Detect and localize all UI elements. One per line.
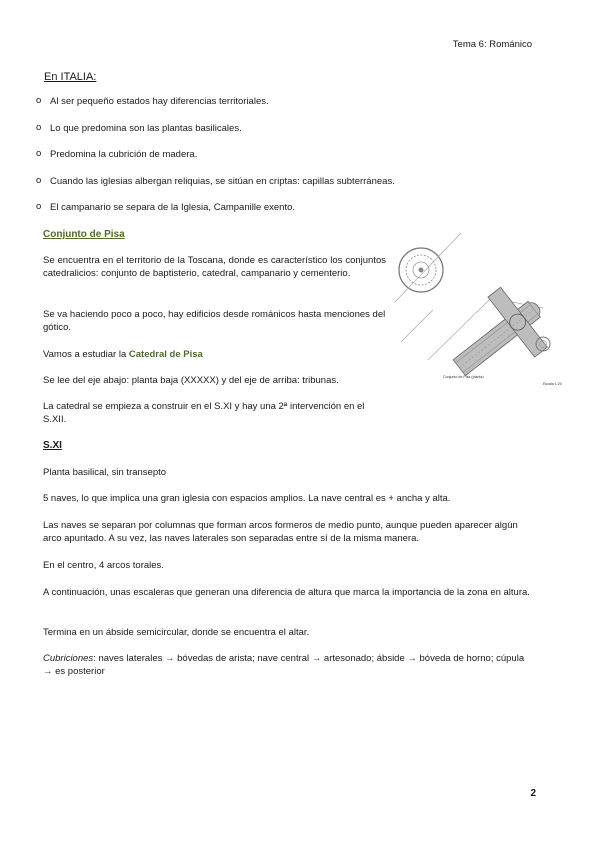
bullet-marker: o [36, 121, 42, 133]
bullet-marker: o [36, 148, 42, 159]
paragraph-catedral-intro: Vamos a estudiar la Catedral de Pisa [43, 349, 203, 360]
boundary-lines [395, 233, 543, 360]
figure-caption: Conjunto de Pisa (planta) [443, 375, 484, 379]
list-item: o Al ser pequeño estados hay diferencias territoriales. [36, 95, 269, 107]
running-header: Tema 6: Románico [452, 39, 532, 50]
list-item: o El campanario se separa de la Iglesia, Campanille exento. [36, 201, 296, 213]
bullet-marker: o [36, 201, 42, 212]
paragraph-progreso: Se va haciendo poco a poco, hay edificios desde románicos hasta menciones del gótico. [43, 309, 386, 333]
section-title: En ITALIA: [44, 71, 97, 83]
paragraph-construccion: La catedral se empieza a construir en el S.XI y hay una 2ª intervención en el S.XII. [43, 401, 365, 425]
sxi-line: 5 naves, lo que implica una gran iglesia con espacios amplios. La nave central es + ancha y alta. [43, 493, 451, 504]
sxi-line: Termina en un ábside semicircular, donde se encuentra el altar. [43, 627, 310, 638]
subsection-title: Conjunto de Pisa [43, 229, 125, 240]
cubriciones-label: Cubriciones [43, 653, 94, 664]
pisa-plan-drawing [393, 232, 573, 390]
bullet-list [36, 96, 536, 229]
paragraph-toscana: Se encuentra en el territorio de la Toscana, donde es característico los conjuntos catedralicios: conjunto de baptisterio, catedral, campanario y cementerio. [43, 255, 386, 279]
page-number: 2 [530, 788, 536, 799]
list-item: o Cuando las iglesias albergan reliquias, se sitúan en criptas: capillas subterráneas. [36, 174, 395, 187]
list-item: o Predomina la cubrición de madera. [36, 148, 198, 160]
sxi-line: En el centro, 4 arcos torales. [43, 560, 164, 571]
baptistery-plan [399, 248, 443, 292]
bullet-marker: o [36, 95, 42, 106]
paragraph-eje: Se lee del eje abajo: planta baja (XXXXX) y del eje de arriba: tribunas. [43, 375, 339, 386]
list-item: o Lo que predomina son las plantas basilicales. [36, 121, 242, 134]
cubriciones-paragraph: Cubriciones: naves laterales → bóvedas de arista; nave central → artesonado; ábside → bóveda de horno; cúpula → es posterior [43, 653, 525, 677]
catedral-highlight: Catedral de Pisa [128, 349, 203, 360]
pisa-plan-figure [393, 232, 573, 390]
figure-scale-label: Escala 1:20 [543, 382, 562, 386]
sxi-line: Planta basilical, sin transepto [43, 467, 167, 478]
sxi-heading: S.XI [43, 440, 62, 451]
cathedral-plan [436, 276, 561, 390]
sxi-line: A continuación, unas escaleras que generan una diferencia de altura que marca la importancia de la zona en altura. [43, 587, 530, 598]
bullet-marker: o [36, 174, 42, 186]
sxi-line: Las naves se separan por columnas que forman arcos formeros de medio punto, aunque pueden aparecer algún arco apuntado. A su vez, las naves laterales son separadas entre sí de la misma manera. [43, 520, 518, 544]
